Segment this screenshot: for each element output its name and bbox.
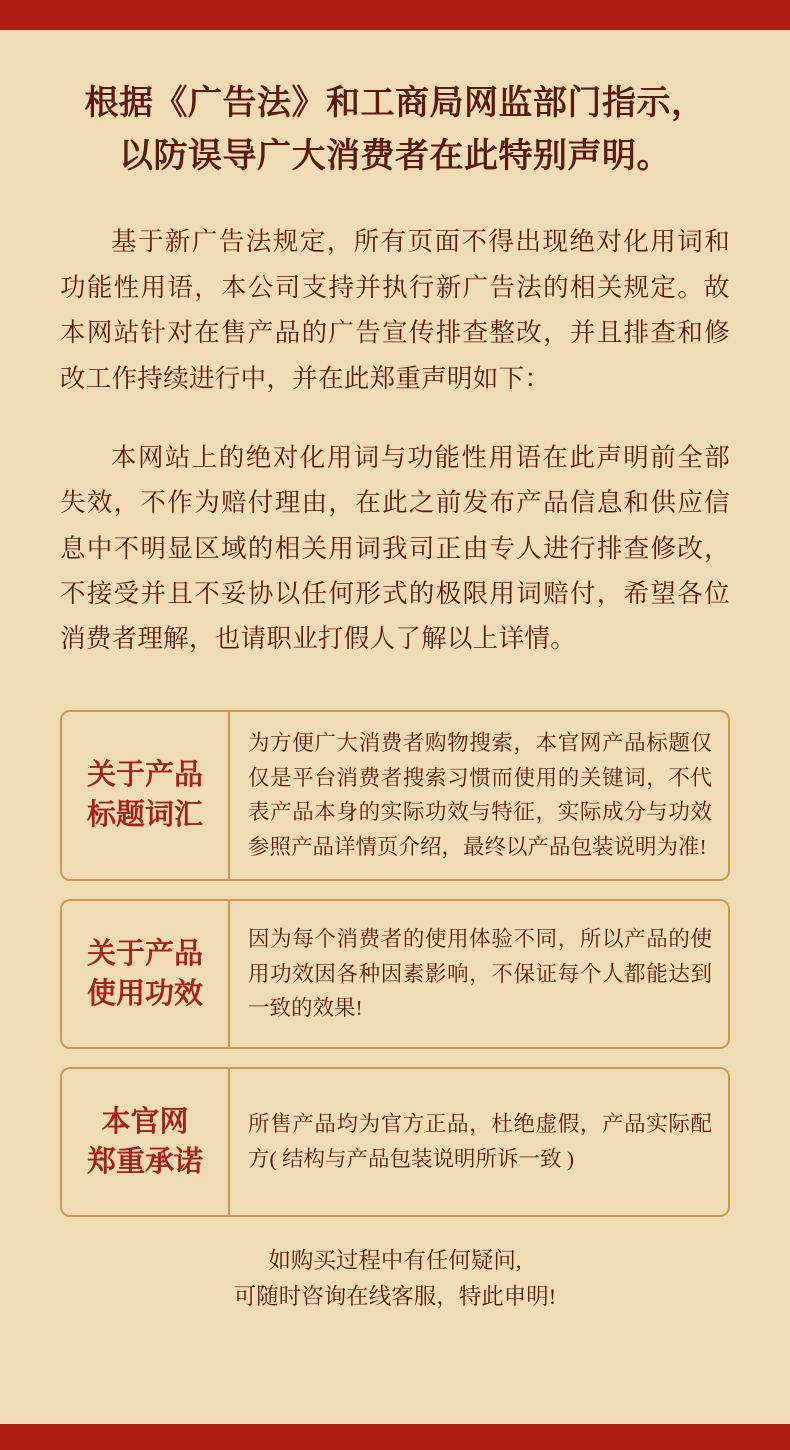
statement-paragraph-2: 本网站上的绝对化用词与功能性用语在此声明前全部失效，不作为赔付理由，在此之前发布产品信息和供应信息中不明显区域的相关用词我司正由专人进行排查修改，不接受并且不妥协以任何形式的极限用词赔付，希望各位消费者理解，也请职业打假人了解以上详情。 bbox=[60, 442, 730, 654]
card-body: 所售产品均为官方正品，杜绝虚假，产品实际配方( 结构与产品包装说明所诉一致 ) bbox=[248, 1112, 712, 1172]
card-title-line-1: 本官网 bbox=[101, 1106, 189, 1139]
page-title bbox=[60, 30, 730, 183]
card-title-line-1: 关于产品 bbox=[86, 938, 203, 971]
footer-note bbox=[60, 1243, 730, 1315]
card-title bbox=[62, 901, 230, 1047]
card-title bbox=[62, 712, 230, 879]
card-title bbox=[62, 1069, 230, 1215]
card-title-line-2: 标题词汇 bbox=[86, 799, 203, 832]
footer-line-1: 如购买过程中有任何疑问, bbox=[268, 1248, 522, 1274]
card-title-line-2: 郑重承诺 bbox=[86, 1146, 203, 1179]
footer-line-2: 可随时咨询在线客服，特此申明! bbox=[233, 1284, 557, 1310]
card-title-line-2: 使用功效 bbox=[86, 978, 203, 1011]
page-title-line-1: 根据《广告法》和工商局网监部门指示， bbox=[84, 85, 706, 122]
card-body: 因为每个消费者的使用体验不同，所以产品的使用功效因各种因素影响，不保证每个人都能达到一致的效果! bbox=[248, 926, 712, 1021]
card-title-line-1: 关于产品 bbox=[86, 759, 203, 792]
card-product-efficacy bbox=[60, 899, 730, 1049]
statement-paragraph-1: 基于新广告法规定，所有页面不得出现绝对化用词和功能性用语，本公司支持并执行新广告法的相关规定。故本网站针对在售产品的广告宣传排查整改，并且排查和修改工作持续进行中，并在此郑重声明如下： bbox=[60, 227, 730, 393]
card-official-promise bbox=[60, 1067, 730, 1217]
bottom-red-bar bbox=[0, 1424, 790, 1450]
statement-panel bbox=[0, 30, 790, 1424]
page-title-line-2: 以防误导广大消费者在此特别声明。 bbox=[119, 137, 671, 175]
statement-cards bbox=[60, 710, 730, 1217]
card-body: 为方便广大消费者购物搜索，本官网产品标题仅仅是平台消费者搜索习惯而使用的关键词，不代表产品本身的实际功效与特征，实际成分与功效参照产品详情页介绍，最终以产品包装说明为准! bbox=[248, 730, 712, 860]
card-product-title-wording bbox=[60, 710, 730, 881]
top-red-bar bbox=[0, 0, 790, 30]
